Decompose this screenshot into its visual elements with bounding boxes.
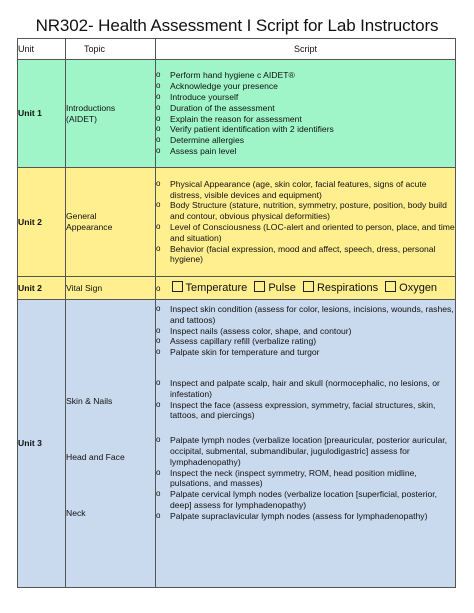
list-item: o Determine allergies [156, 135, 455, 146]
topic-cell: Introductions (AIDET) [66, 60, 156, 168]
topic-cell: Vital Sign [66, 277, 156, 300]
oxygen-checkbox[interactable] [385, 281, 396, 292]
list-item: o Duration of the assessment [156, 103, 455, 114]
script-cell [156, 168, 456, 277]
list-item: o Inspect and palpate scalp, hair and skull (normocephalic, no lesions, or infestation) [156, 378, 455, 400]
list-item: o Palpate cervical lymph nodes (verbalize location [superficial, posterior, deep] assess for lymphadenopathy) [156, 489, 455, 511]
list-item: o Inspect the face (assess expression, symmetry, facial structures, skin, tattoos, and piercings) [156, 400, 455, 422]
list-item: o Body Structure (stature, nutrition, symmetry, posture, position, body build and contour, obvious physical deformities) [156, 200, 455, 222]
check-label: Pulse [268, 282, 296, 295]
list-item: o Explain the reason for assessment [156, 114, 455, 125]
check-label: Oxygen [399, 282, 438, 295]
topic-head-face: Head and Face [66, 452, 125, 463]
header-unit: Unit [18, 39, 66, 60]
list-item: o Inspect skin condition (assess for color, lesions, incisions, wounds, rashes, and tattoos) [156, 304, 455, 326]
topic-cell: General Appearance [66, 168, 156, 277]
list-item: o Assess pain level [156, 146, 455, 157]
check-label: Respirations [316, 282, 379, 295]
table-row [18, 300, 456, 588]
table-row [18, 60, 456, 168]
list-item: o Introduce yourself [156, 92, 455, 103]
topic-skin-nails: Skin & Nails [66, 396, 113, 407]
check-label: Temperature [185, 282, 248, 295]
unit-cell: Unit 3 [18, 300, 66, 588]
pulse-checkbox[interactable] [254, 281, 265, 292]
topic-cell [66, 300, 156, 588]
header-topic: Topic [66, 39, 156, 60]
list-item: o Acknowledge your presence [156, 81, 455, 92]
page-title: NR302- Health Assessment I Script for Lab Instructors [35, 16, 439, 35]
table-header-row [18, 39, 456, 60]
table-row [18, 277, 456, 300]
list-item: o Physical Appearance (age, skin color, facial features, signs of acute distress, visible devices and equipment) [156, 179, 455, 201]
list-item: o Behavior (facial expression, mood and affect, speech, dress, personal hygiene) [156, 244, 455, 266]
unit-cell: Unit 2 [18, 277, 66, 300]
list-item: o Palpate lymph nodes (verbalize location [preauricular, posterior auricular, occipital, submental, submandibular, jugulodigastric] assess for lymphadenopathy) [156, 435, 455, 467]
script-cell [156, 60, 456, 168]
header-script: Script [156, 39, 456, 60]
respirations-checkbox[interactable] [303, 281, 314, 292]
script-cell: o Temperature Pulse Respirations Oxygen [156, 277, 456, 300]
list-item: o Palpate skin for temperature and turgor [156, 347, 455, 358]
script-cell [156, 300, 456, 588]
temperature-checkbox[interactable] [172, 281, 183, 292]
unit-cell: Unit 1 [18, 60, 66, 168]
list-item: o Perform hand hygiene c AIDET® [156, 70, 455, 81]
list-item: o Assess capillary refill (verbalize rating) [156, 336, 455, 347]
list-item: o Palpate supraclavicular lymph nodes (assess for lymphadenopathy) [156, 511, 455, 522]
unit-cell: Unit 2 [18, 168, 66, 277]
list-item: o Inspect nails (assess color, shape, and contour) [156, 326, 455, 337]
table-row [18, 168, 456, 277]
list-item: o Verify patient identification with 2 identifiers [156, 124, 455, 135]
topic-neck: Neck [66, 508, 86, 519]
list-item: o Level of Consciousness (LOC-alert and oriented to person, place, and time and situation) [156, 222, 455, 244]
script-table [17, 38, 456, 588]
list-item: o Inspect the neck (inspect symmetry, ROM, head position midline, pulsations, and masses) [156, 468, 455, 490]
